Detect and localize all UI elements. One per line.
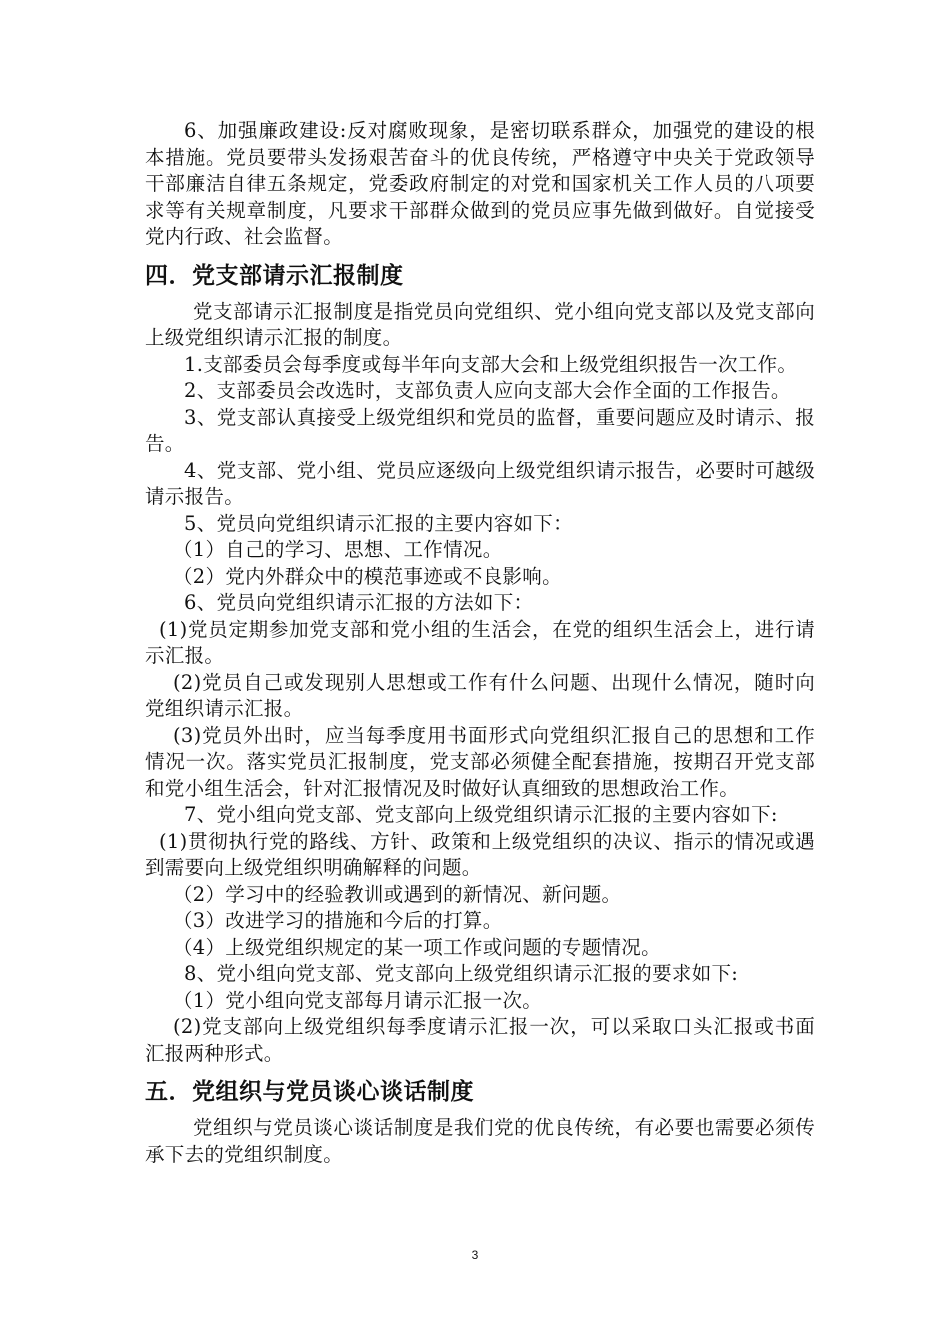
section4-item6-sub2: (2)党员自己或发现别人思想或工作有什么问题、出现什么情况，随时向党组织请示汇报。: [145, 670, 815, 720]
section4-item2: 2、支部委员会改选时，支部负责人应向支部大会作全面的工作报告。: [184, 379, 791, 402]
page-content: [145, 118, 815, 1168]
section4-heading: 四．党支部请示汇报制度: [145, 262, 404, 289]
section4-item7: 7、党小组向党支部、党支部向上级党组织请示汇报的主要内容如下:: [184, 803, 778, 826]
section4-item5: 5、党员向党组织请示汇报的主要内容如下：: [184, 511, 573, 535]
section4-item5-sub1: （1）自己的学习、思想、工作情况。: [173, 538, 503, 561]
section4-item7-sub1: (1)贯彻执行党的路线、方针、政策和上级党组织的决议、指示的情况或遇到需要向上级党组织明确解释的问题。: [145, 829, 815, 879]
section4-item8-sub2: (2)党支部向上级党组织每季度请示汇报一次，可以采取口头汇报或书面汇报两种形式。: [145, 1015, 815, 1065]
section4-item6-sub1: (1)党员定期参加党支部和党小组的生活会，在党的组织生活会上，进行请示汇报。: [145, 617, 815, 667]
section4-item4: 4、党支部、党小组、党员应逐级向上级党组织请示报告，必要时可越级请示报告。: [145, 458, 815, 508]
section4-item8-sub1: （1）党小组向党支部每月请示汇报一次。: [173, 988, 543, 1012]
section4-item8: 8、党小组向党支部、党支部向上级党组织请示汇报的要求如下:: [184, 962, 739, 985]
section4-item7-sub3: （3）改进学习的措施和今后的打算。: [173, 909, 503, 932]
section4-item3: 3、党支部认真接受上级党组织和党员的监督，重要问题应及时请示、报告。: [145, 405, 815, 455]
section4-item1: 1.支部委员会每季度或每半年向支部大会和上级党组织报告一次工作。: [184, 352, 798, 376]
section4-item6-sub3: (3)党员外出时，应当每季度用书面形式向党组织汇报自己的思想和工作情况一次。落实党员汇报制度，党支部必须健全配套措施，按期召开党支部和党小组生活会，针对汇报情况及时做好认真细致的思想政治工作。: [145, 723, 815, 800]
section4-item5-sub2: （2）党内外群众中的模范事迹或不良影响。: [173, 564, 562, 588]
page-number: 3: [471, 1248, 479, 1262]
section4-item7-sub4: （4）上级党组织规定的某一项工作或问题的专题情况。: [173, 935, 661, 959]
section5-heading: 五．党组织与党员谈心谈话制度: [145, 1079, 474, 1105]
section4-item7-sub2: （2）学习中的经验教训或遇到的新情况、新问题。: [173, 882, 622, 906]
section4-item6: 6、党员向党组织请示汇报的方法如下：: [184, 591, 534, 614]
section4-intro-paragraph: 党支部请示汇报制度是指党员向党组织、党小组向党支部以及党支部向上级党组织请示汇报的制度。: [145, 299, 815, 349]
section5-intro-paragraph: 党组织与党员谈心谈话制度是我们党的优良传统，有必要也需要必须传承下去的党组织制度。: [145, 1116, 815, 1166]
section3-item6-paragraph: 6、加强廉政建设:反对腐败现象，是密切联系群众，加强党的建设的根本措施。党员要带头发扬艰苦奋斗的优良传统，严格遵守中央关于党政领导干部廉洁自律五条规定，党委政府制定的对党和国家机关工作人员的八项要求等有关规章制度，凡要求干部群众做到的党员应事先做到做好。自觉接受党内行政、社会监督。: [145, 119, 815, 248]
